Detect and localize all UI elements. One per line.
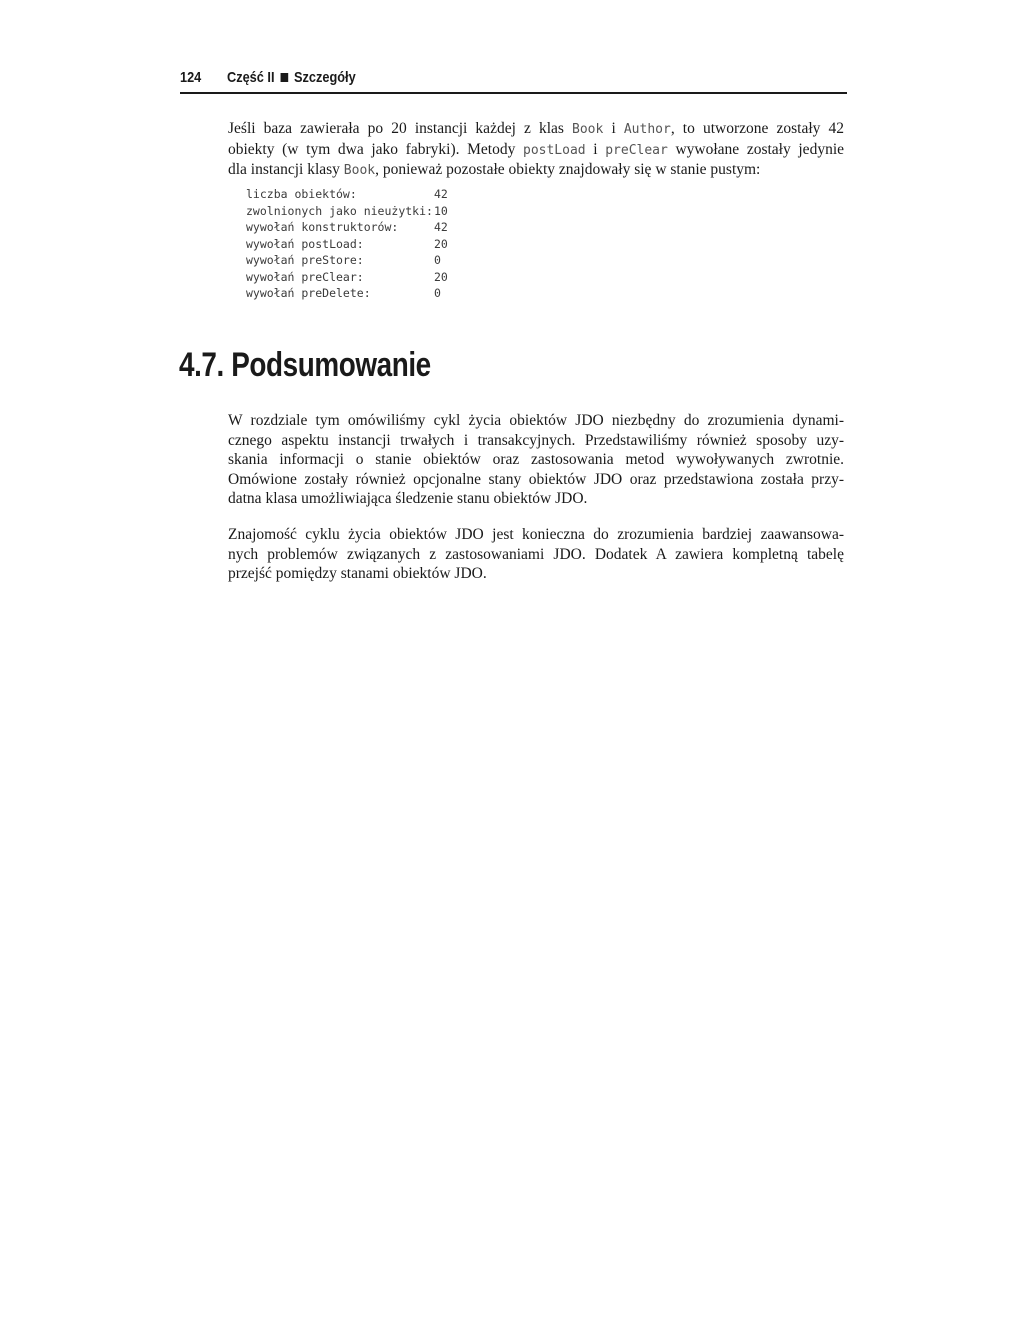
text-line: Znajomość cyklu życia obiektów JDO jest konieczna do zrozumienia bardziej zaawansowa- <box>228 526 844 543</box>
text-line: dla instancji klasy Book, ponieważ pozostałe obiekty znajdowały się w stanie pustym: <box>228 161 761 178</box>
section-heading: 4.7. Podsumowanie <box>179 346 431 384</box>
chapter-title: Szczegóły <box>294 69 356 86</box>
square-separator-icon <box>280 73 288 82</box>
summary-paragraph-2 <box>228 525 844 584</box>
code-row: wywołań preDelete: 0 <box>246 286 441 300</box>
code-row: wywołań postLoad: 20 <box>246 236 448 251</box>
text-line: nych problemów związanych z zastosowaniami JDO. Dodatek A zawiera kompletną tabelę <box>228 545 844 563</box>
text-line: obiekty (w tym dwa jako fabryki). Metody postLoad i preClear wywołane zostały jedynie <box>228 140 845 158</box>
running-header <box>180 68 847 94</box>
code-row: wywołań preStore: 0 <box>246 253 441 267</box>
inline-code: Book <box>572 122 604 137</box>
running-header-title <box>227 68 356 88</box>
code-row: wywołań konstruktorów: 42 <box>246 220 448 234</box>
inline-code: postLoad <box>523 142 586 158</box>
inline-code: Author <box>623 122 671 137</box>
summary-paragraph-1 <box>228 411 844 509</box>
text-line: cznego aspektu instancji trwałych i transakcyjnych. Przedstawiliśmy również sposoby uzy- <box>228 431 844 449</box>
text-line: Jeśli baza zawierała po 20 instancji każdej z klas Book i Author, to utworzone zostały 42 <box>228 120 844 137</box>
code-row: liczba obiektów: 42 <box>246 187 448 201</box>
text-line: skania informacji o stanie obiektów oraz zastosowania metod wywoływanych zwrotnie. <box>228 451 844 468</box>
intro-paragraph <box>228 119 844 181</box>
code-row: wywołań preClear: 20 <box>246 269 448 284</box>
code-row: zwolnionych jako nieużytki: 10 <box>246 203 448 218</box>
code-output-block <box>246 186 448 302</box>
text-line: W rozdziale tym omówiliśmy cykl życia obiektów JDO niezbędny do zrozumienia dynami- <box>228 412 844 429</box>
text-line: przejść pomiędzy stanami obiektów JDO. <box>228 565 487 582</box>
inline-code: preClear <box>605 142 668 158</box>
text-line: datna klasa umożliwiająca śledzenie stanu obiektów JDO. <box>228 490 588 507</box>
page-number: 124 <box>180 69 202 86</box>
inline-code: Book <box>343 163 376 178</box>
text-line: Omówione zostały również opcjonalne stany obiektów JDO oraz przedstawiona została przy- <box>228 470 844 488</box>
part-label: Część II <box>227 69 275 86</box>
